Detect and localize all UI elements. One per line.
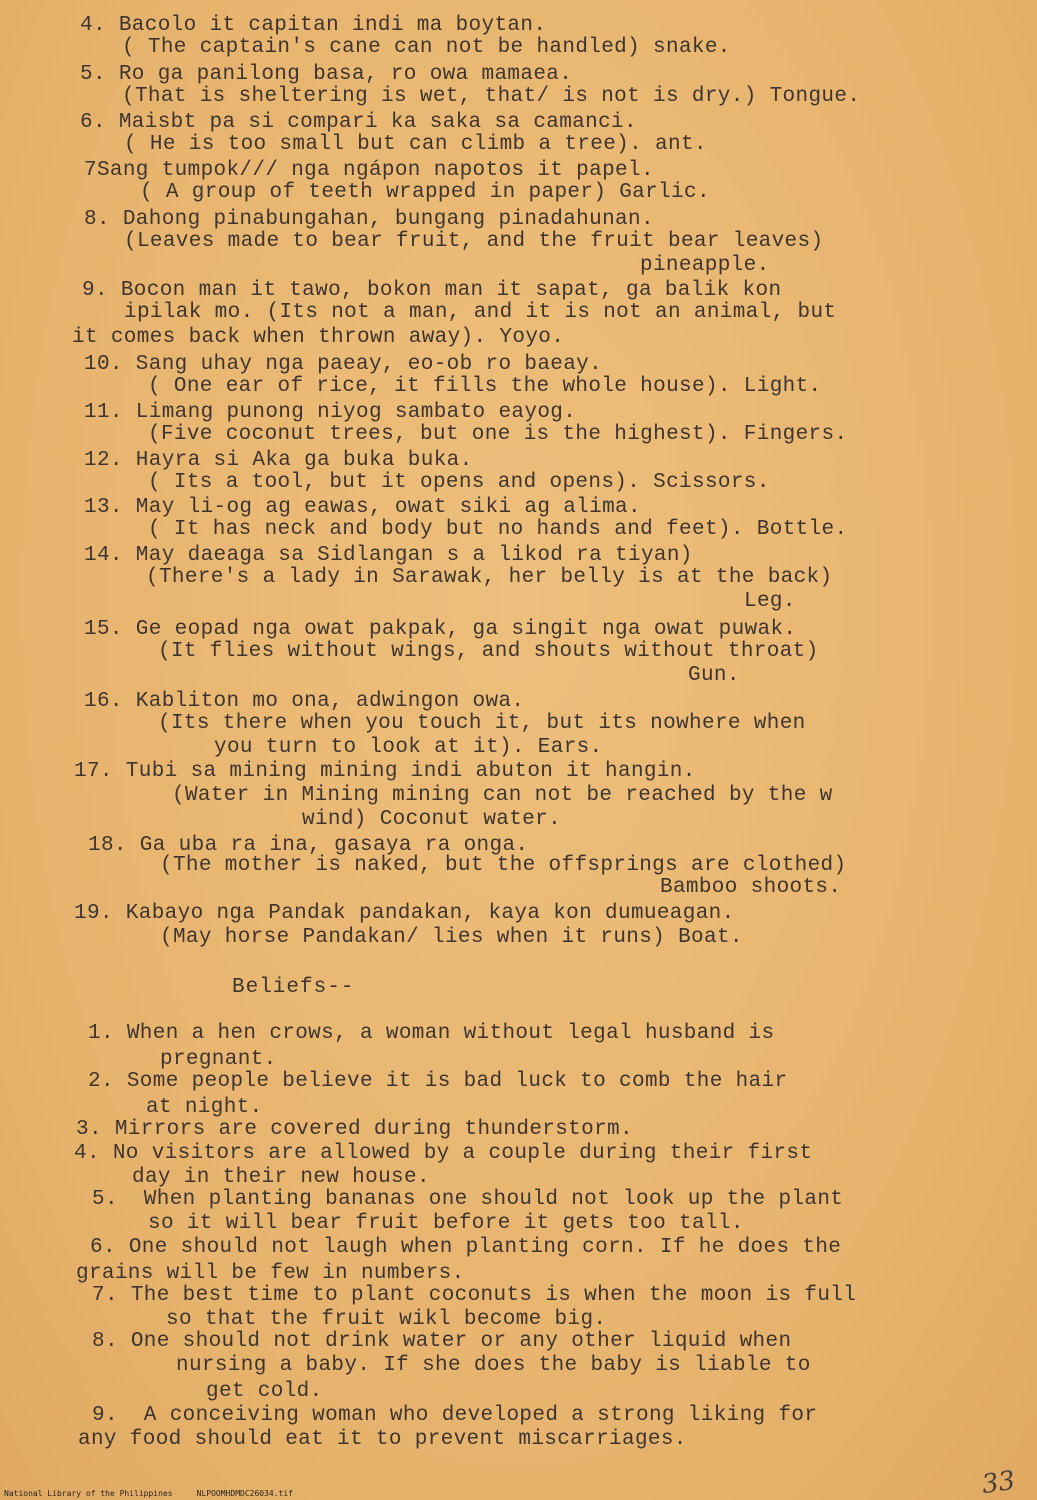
archive-footer: National Library of the Philippines NLPOOMHDMDC26034.tif — [4, 1489, 293, 1498]
riddle-translation: ( One ear of rice, it fills the whole house). Light. — [148, 375, 822, 398]
riddle-line: 6. Maisbt pa si compari ka saka sa camanci. — [80, 111, 637, 134]
riddle-answer: Gun. — [688, 664, 740, 687]
riddle-line: 7Sang tumpok/// nga ngápon napotos it papel. — [84, 159, 654, 182]
riddle-translation: (May horse Pandakan/ lies when it runs) Boat. — [160, 926, 743, 949]
riddle-translation: (Its there when you touch it, but its nowhere when — [158, 712, 806, 735]
belief-line: grains will be few in numbers. — [76, 1262, 465, 1285]
riddle-translation: ( The captain's cane can not be handled) snake. — [122, 36, 731, 59]
belief-line: any food should eat it to prevent miscarriages. — [78, 1428, 687, 1451]
riddle-translation: (There's a lady in Sarawak, her belly is at the back) — [146, 566, 833, 589]
belief-line: 5. When planting bananas one should not look up the plant — [92, 1188, 844, 1211]
belief-line: nursing a baby. If she does the baby is liable to — [176, 1354, 811, 1377]
riddle-translation: it comes back when thrown away). Yoyo. — [72, 326, 565, 349]
riddle-translation: ( It has neck and body but no hands and feet). Bottle. — [148, 518, 848, 541]
belief-line: 3. Mirrors are covered during thunderstorm. — [76, 1118, 633, 1141]
riddle-translation: (The mother is naked, but the offsprings are clothed) — [160, 854, 847, 877]
belief-line: day in their new house. — [132, 1166, 430, 1189]
riddle-line: 10. Sang uhay nga paeay, eo-ob ro baeay. — [84, 353, 603, 376]
page-number: 33 — [980, 1465, 1018, 1500]
riddle-line: 14. May daeaga sa Sidlangan s a likod ra tiyan) — [84, 544, 693, 567]
riddle-translation: (Water in Mining mining can not be reached by the w — [172, 784, 833, 807]
riddle-line: 17. Tubi sa mining mining indi abuton it hangin. — [74, 760, 696, 783]
belief-line: 7. The best time to plant coconuts is when the moon is full — [92, 1284, 857, 1307]
riddle-translation: ( Its a tool, but it opens and opens). Scissors. — [148, 471, 770, 494]
riddle-translation: ( A group of teeth wrapped in paper) Garlic. — [140, 181, 710, 204]
riddle-line: 12. Hayra si Aka ga buka buka. — [84, 449, 473, 472]
riddle-answer: pineapple. — [640, 254, 770, 277]
belief-line: 1. When a hen crows, a woman without legal husband is — [88, 1022, 775, 1045]
beliefs-heading: Beliefs-- — [232, 976, 355, 999]
riddle-answer: Bamboo shoots. — [660, 876, 842, 899]
riddle-translation: ipilak mo. (Its not a man, and it is not an animal, but — [124, 301, 837, 324]
belief-line: 4. No visitors are allowed by a couple during their first — [74, 1142, 813, 1165]
belief-line: so that the fruit wikl become big. — [166, 1308, 607, 1331]
riddle-line: 4. Bacolo it capitan indi ma boytan. — [80, 14, 547, 37]
riddle-translation: ( He is too small but can climb a tree). ant. — [124, 133, 707, 156]
riddle-answer: Leg. — [744, 590, 796, 613]
riddle-line: 5. Ro ga panilong basa, ro owa mamaea. — [80, 63, 573, 86]
belief-line: pregnant. — [160, 1048, 277, 1071]
riddle-line: 19. Kabayo nga Pandak pandakan, kaya kon dumueagan. — [74, 902, 735, 925]
riddle-translation: (Five coconut trees, but one is the highest). Fingers. — [148, 423, 848, 446]
riddle-line: 9. Bocon man it tawo, bokon man it sapat, ga balik kon — [82, 279, 782, 302]
belief-line: 2. Some people believe it is bad luck to comb the hair — [88, 1070, 788, 1093]
riddle-translation: (That is sheltering is wet, that/ is not is dry.) Tongue. — [122, 85, 861, 108]
riddle-line: 15. Ge eopad nga owat pakpak, ga singit nga owat puwak. — [84, 618, 797, 641]
riddle-line: 16. Kabliton mo ona, adwingon owa. — [84, 690, 525, 713]
belief-line: so it will bear fruit before it gets too tall. — [148, 1212, 744, 1235]
riddle-translation: wind) Coconut water. — [302, 808, 562, 831]
riddle-translation: (Leaves made to bear fruit, and the fruit bear leaves) — [124, 230, 824, 253]
riddle-translation: you turn to look at it). Ears. — [214, 736, 603, 759]
belief-line: 8. One should not drink water or any other liquid when — [92, 1330, 792, 1353]
riddle-line: 18. Ga uba ra ina, gasaya ra onga. — [88, 834, 529, 857]
riddle-line: 11. Limang punong niyog sambato eayog. — [84, 401, 577, 424]
riddle-translation: (It flies without wings, and shouts without throat) — [158, 640, 819, 663]
riddle-line: 13. May li-og ag eawas, owat siki ag alima. — [84, 496, 641, 519]
riddle-line: 8. Dahong pinabungahan, bungang pinadahunan. — [84, 208, 654, 231]
belief-line: 6. One should not laugh when planting corn. If he does the — [90, 1236, 842, 1259]
belief-line: get cold. — [206, 1380, 323, 1403]
belief-line: 9. A conceiving woman who developed a strong liking for — [92, 1404, 818, 1427]
belief-line: at night. — [146, 1096, 263, 1119]
